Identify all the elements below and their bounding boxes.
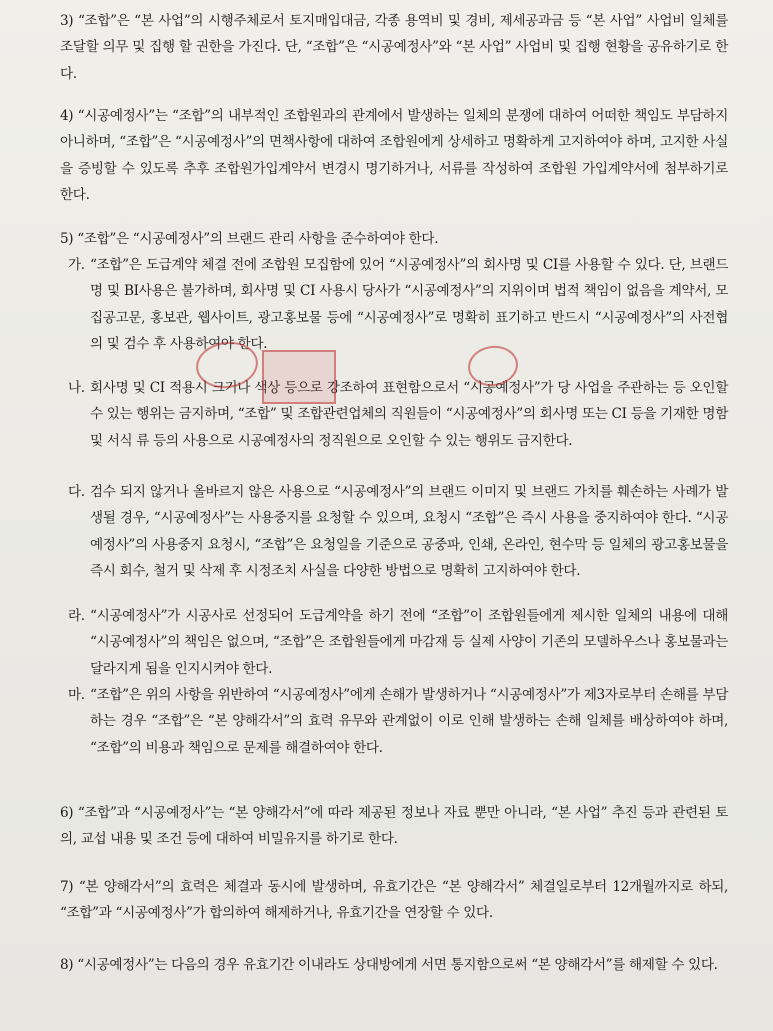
item-text: “시공예정사”가 시공사로 선정되어 도급계약을 하기 전에 “조합”이 조합원들에게 제시한 일체의 내용에 대해 “시공예정사”의 책임은 없으며, “조합”은 조합원들에게 마감재 등 실제 사양이 기존의 모델하우스나 홍보물과는 달라지게 됨을 인지시켜야 한다. [90,608,728,677]
clause-5-item-da [68,479,728,584]
item-marker: 가. [68,257,85,273]
clause-5: 5) “조합”은 “시공예정사”의 브랜드 관리 사항을 준수하여야 한다. [60,231,439,247]
item-text: “조합”은 위의 사항을 위반하여 “시공예정사”에게 손해가 발생하거나 “시공예정사”가 제3자로부터 손해를 부담하는 경우 “조합”은 “본 양해각서”의 효력 유무와 관계없이 이로 인해 발생하는 손해 일체를 배상하여야 하며, “조합”의 비용과 책임으로 문제를 해결하여야 한다. [90,687,728,756]
red-rectangular-stamp [262,350,336,404]
item-text: 회사명 및 CI 적용시 크기나 색상 등으로 강조하여 표현함으로서 “시공예정사”가 당 사업을 주관하는 등 오인할 수 있는 행위는 금지하며, “조합” 및 조합관련업체의 직원들이 “시공예정사”의 회사명 또는 CI 등을 기재한 명함 및 서식 류 등의 사용으로 시공예정사의 정직원으로 오인할 수 있는 행위도 금지한다. [90,380,728,449]
clause-5-item-ga [68,252,728,357]
item-marker: 다. [68,484,85,500]
clause-5-item-na [68,375,728,454]
clause-6: 6) “조합”과 “시공예정사”는 “본 양해각서”에 따라 제공된 정보나 자료 뿐만 아니라, “본 사업” 추진 등과 관련된 토의, 교섭 내용 및 조건 등에 대하여 비밀유지를 하기로 한다. [60,805,728,848]
clause-4: 4) “시공예정사”는 “조합”의 내부적인 조합원과의 관계에서 발생하는 일체의 분쟁에 대하여 어떠한 책임도 부담하지 아니하며, “조합”은 “시공예정사”의 면책사항에 대하여 조합원에게 상세하고 명확하게 고지하여야 하며, 고지한 사실을 증빙할 수 있도록 추후 조합원가입계약서 변경시 명기하거나, 서류를 작성하여 조합원 가입계약서에 첨부하기로 한다. [60,108,728,203]
clause-5-item-ra [68,603,728,682]
item-text: “조합”은 도급계약 체결 전에 조합원 모집함에 있어 “시공예정사”의 회사명 및 CI를 사용할 수 있다. 단, 브랜드명 및 BI사용은 불가하며, 회사명 및 CI 사용시 당사가 “시공예정사”의 지위이며 법적 책임이 없음을 계약서, 모집공고문, 홍보관, 웹사이트, 광고홍보물 등에 “시공예정사”로 명확히 표기하고 반드시 “시공예정사”의 사전협의 및 검수 후 사용하여야 한다. [90,257,728,352]
clause-3: 3) “조합”은 “본 사업”의 시행주체로서 토지매입대금, 각종 용역비 및 경비, 제세공과금 등 “본 사업” 사업비 일체를 조달할 의무 및 집행 할 권한을 가진다. 단, “조합”은 “시공예정사”와 “본 사업” 사업비 및 집행 현황을 공유하기로 한다. [60,13,728,82]
item-marker: 라. [68,608,85,624]
item-marker: 마. [68,687,85,703]
clause-7: 7) “본 양해각서”의 효력은 체결과 동시에 발생하며, 유효기간은 “본 양해각서” 체결일로부터 12개월까지로 하되, “조합”과 “시공예정사”가 합의하여 해제하거나, 유효기간을 연장할 수 있다. [60,879,728,922]
clause-8: 8) “시공예정사”는 다음의 경우 유효기간 이내라도 상대방에게 서면 통지함으로써 “본 양해각서”를 해제할 수 있다. [60,957,718,973]
item-marker: 나. [68,380,85,396]
clause-5-item-ma [68,682,728,761]
item-text: 검수 되지 않거나 올바르지 않은 사용으로 “시공예정사”의 브랜드 이미지 및 브랜드 가치를 훼손하는 사례가 발생될 경우, “시공예정사”는 사용중지를 요청할 수 있으며, 요청시 “조합”은 즉시 사용을 중지하여야 한다. “시공예정사”의 사용중지 요청시, “조합”은 요청일을 기준으로 공중파, 인쇄, 온라인, 현수막 등 일체의 광고홍보물을 즉시 회수, 철거 및 삭제 후 시정조치 사실을 다양한 방법으로 명확히 고지하여야 한다. [90,484,728,579]
